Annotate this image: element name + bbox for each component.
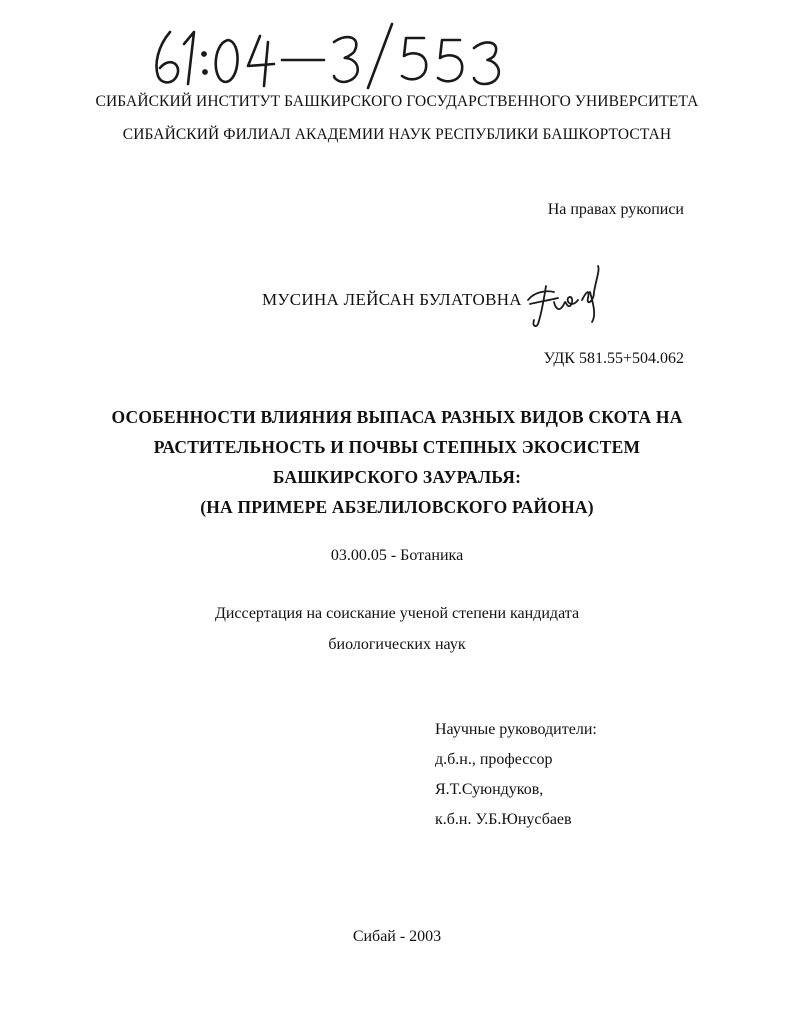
supervisor-1-degree: д.б.н., профессор xyxy=(435,751,553,768)
supervisor-1-name: Я.Т.Суюндуков, xyxy=(435,781,544,798)
title-line-4: (НА ПРИМЕРЕ АБЗЕЛИЛОВСКОГО РАЙОНА) xyxy=(200,497,594,517)
author-signature xyxy=(524,262,604,332)
city-year: Сибай - 2003 xyxy=(352,928,442,945)
udc-code: УДК 581.55+504.062 xyxy=(543,350,684,367)
degree-line-2: биологических наук xyxy=(328,636,466,653)
specialty: 03.00.05 - Ботаника xyxy=(330,547,464,564)
handwritten-archive-number xyxy=(148,20,518,90)
author-name: МУСИНА ЛЕЙСАН БУЛАТОВНА xyxy=(262,290,522,309)
manuscript-rights: На правах рукописи xyxy=(547,201,684,218)
institution-line-2: СИБАЙСКИЙ ФИЛИАЛ АКАДЕМИИ НАУК РЕСПУБЛИКИ БАШКОРТОСТАН xyxy=(122,126,672,143)
supervisor-2: к.б.н. У.Б.Юнусбаев xyxy=(435,811,572,828)
title-line-2: РАСТИТЕЛЬНОСТЬ И ПОЧВЫ СТЕПНЫХ ЭКОСИСТЕМ xyxy=(153,437,641,457)
supervisors-heading: Научные руководители: xyxy=(435,721,597,738)
title-line-3: БАШКИРСКОГО ЗАУРАЛЬЯ: xyxy=(272,467,522,487)
title-line-1: ОСОБЕННОСТИ ВЛИЯНИЯ ВЫПАСА РАЗНЫХ ВИДОВ СКОТА НА xyxy=(111,407,683,427)
institution-line-1: СИБАЙСКИЙ ИНСТИТУТ БАШКИРСКОГО ГОСУДАРСТВЕННОГО УНИВЕРСИТЕТА xyxy=(95,93,699,110)
degree-line-1: Диссертация на соискание ученой степени кандидата xyxy=(214,605,580,622)
